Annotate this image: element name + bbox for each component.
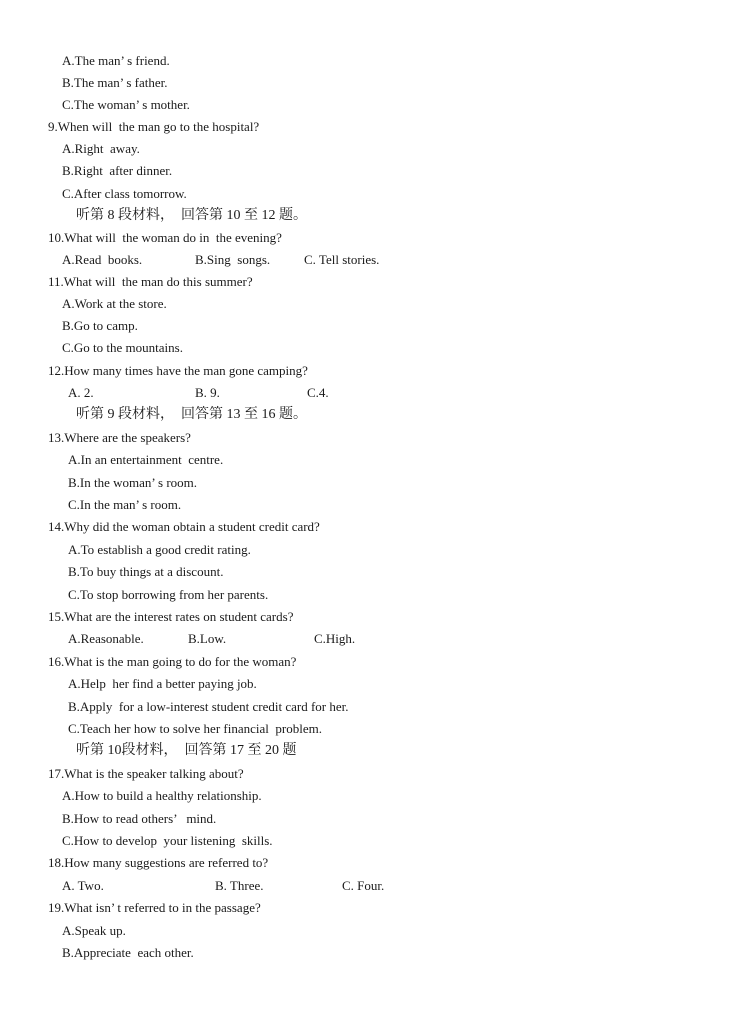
q13-option-b: B.In the woman’ s room.	[68, 475, 198, 490]
q9-option-c: C.After class tomorrow.	[62, 186, 187, 201]
q12-option-c: C.4.	[307, 385, 329, 400]
question-13: 13.Where are the speakers?	[48, 430, 191, 445]
q17-option-c: C.How to develop your listening skills.	[62, 833, 273, 848]
section-heading-8: 听第 8 段材料， 回答第 10 至 12 题。	[76, 208, 307, 223]
q14-option-c: C.To stop borrowing from her parents.	[68, 587, 269, 602]
question-17: 17.What is the speaker talking about?	[48, 766, 244, 781]
question-15: 15.What are the interest rates on student cards?	[48, 609, 294, 624]
q15-option-a: A.Reasonable.	[68, 631, 144, 646]
question-11: 11.What will the man do this summer?	[48, 274, 253, 289]
q8-option-c: C.The woman’ s mother.	[62, 97, 190, 112]
q15-option-c: C.High.	[314, 631, 356, 646]
question-14: 14.Why did the woman obtain a student credit card?	[48, 519, 320, 534]
q19-option-b: B.Appreciate each other.	[62, 945, 194, 960]
q19-option-a: A.Speak up.	[62, 923, 126, 938]
q10-option-c: C. Tell stories.	[304, 252, 380, 267]
q10-option-a: A.Read books.	[62, 252, 143, 267]
q10-option-b: B.Sing songs.	[195, 252, 271, 267]
q18-option-b: B. Three.	[215, 878, 264, 893]
q11-option-a: A.Work at the store.	[62, 296, 167, 311]
question-9: 9.When will the man go to the hospital?	[48, 119, 260, 134]
q15-option-b: B.Low.	[188, 631, 227, 646]
q17-option-a: A.How to build a healthy relationship.	[62, 788, 262, 803]
question-12: 12.How many times have the man gone camping?	[48, 363, 308, 378]
q16-option-a: A.Help her find a better paying job.	[68, 676, 257, 691]
q8-option-a: A.The man’ s friend.	[62, 53, 170, 68]
q18-option-c: C. Four.	[342, 878, 385, 893]
q14-option-a: A.To establish a good credit rating.	[68, 542, 251, 557]
q8-option-b: B.The man’ s father.	[62, 75, 168, 90]
q13-option-c: C.In the man’ s room.	[68, 497, 182, 512]
q9-option-b: B.Right after dinner.	[62, 163, 173, 178]
q11-option-c: C.Go to the mountains.	[62, 340, 183, 355]
q12-option-b: B. 9.	[195, 385, 220, 400]
q16-option-b: B.Apply for a low-interest student credit card for her.	[68, 699, 349, 714]
section-heading-9: 听第 9 段材料， 回答第 13 至 16 题。	[76, 407, 307, 422]
question-18: 18.How many suggestions are referred to?	[48, 855, 269, 870]
q16-option-c: C.Teach her how to solve her financial problem.	[68, 721, 322, 736]
q12-option-a: A. 2.	[68, 385, 94, 400]
q17-option-b: B.How to read others’ mind.	[62, 811, 217, 826]
question-16: 16.What is the man going to do for the woman?	[48, 654, 297, 669]
q13-option-a: A.In an entertainment centre.	[68, 452, 224, 467]
question-19: 19.What isn’ t referred to in the passage?	[48, 900, 261, 915]
question-10: 10.What will the woman do in the evening?	[48, 230, 282, 245]
q9-option-a: A.Right away.	[62, 141, 140, 156]
q18-option-a: A. Two.	[62, 878, 104, 893]
q14-option-b: B.To buy things at a discount.	[68, 564, 224, 579]
q11-option-b: B.Go to camp.	[62, 318, 138, 333]
section-heading-10: 听第 10段材料， 回答第 17 至 20 题	[76, 743, 297, 758]
